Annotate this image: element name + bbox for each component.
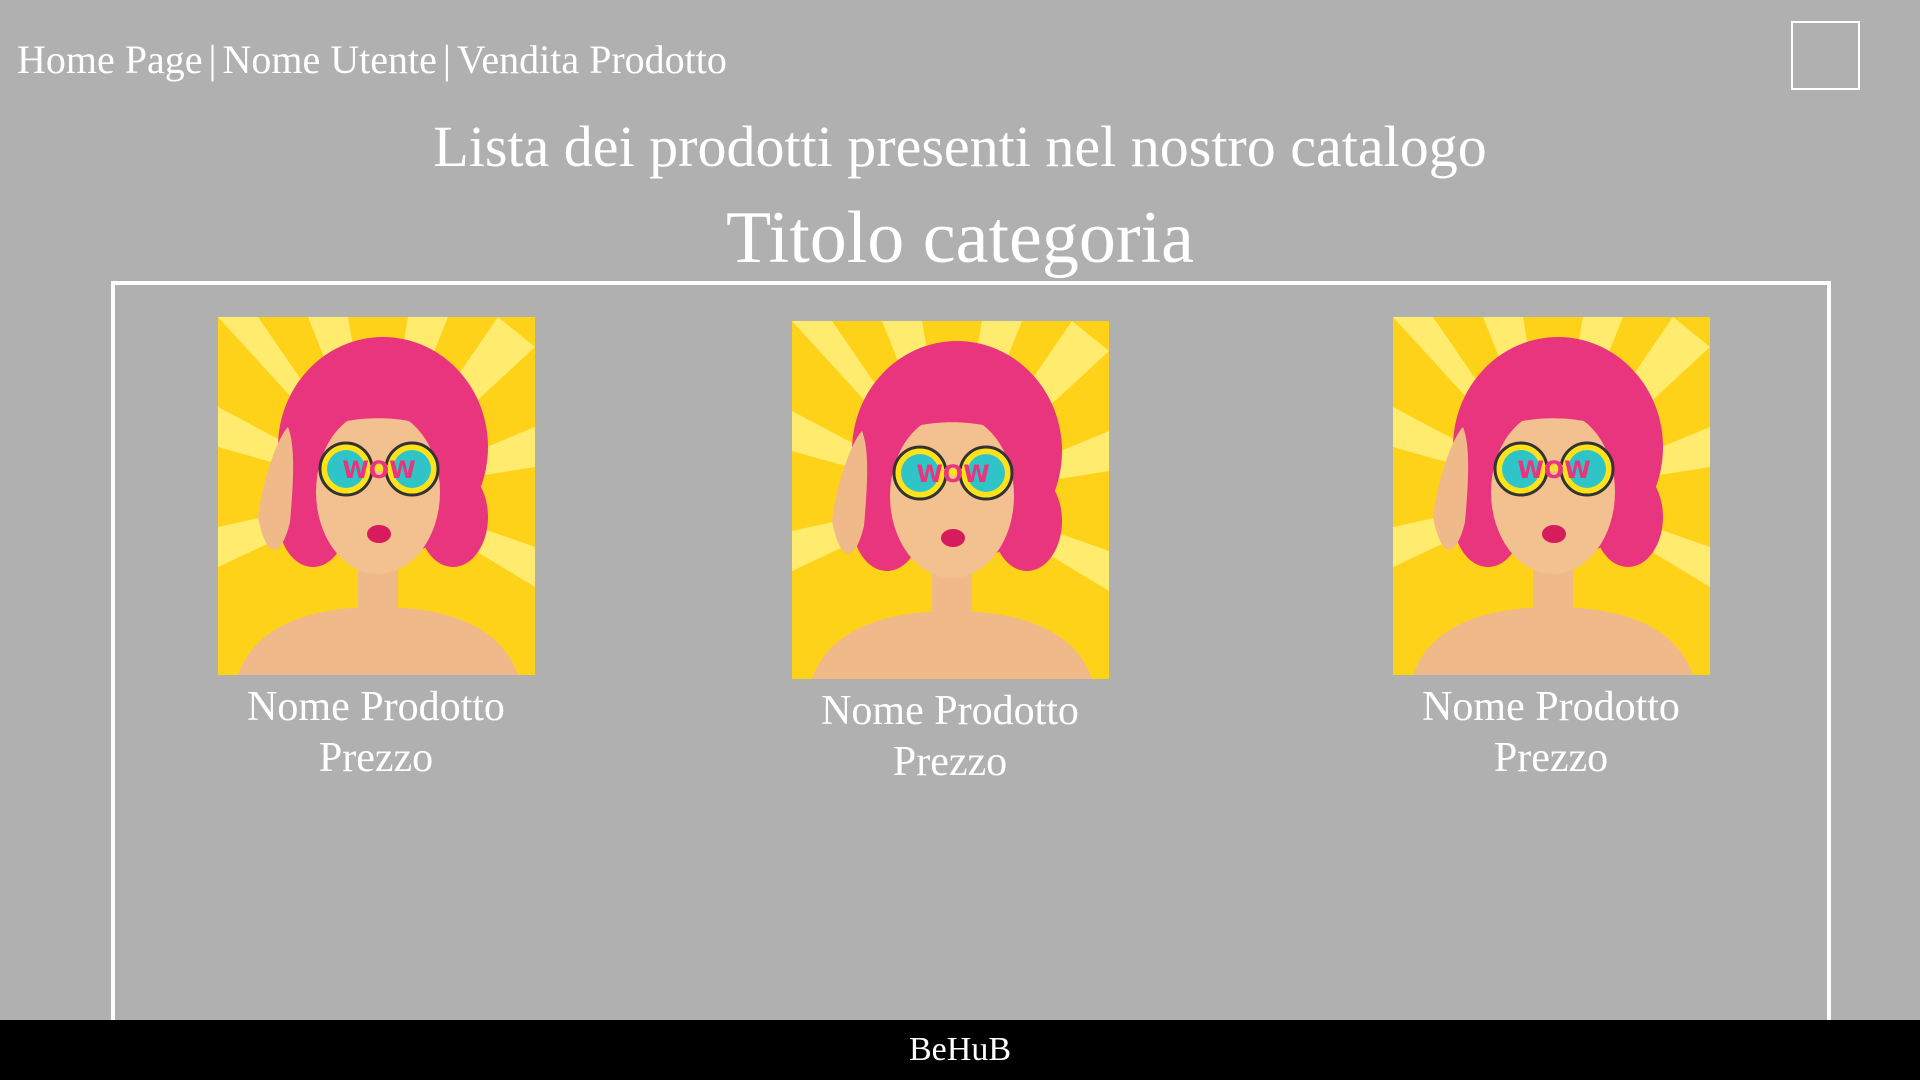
product-price: Prezzo: [318, 735, 434, 781]
image-caption: WOW: [915, 460, 990, 488]
footer: [0, 1020, 1920, 1080]
nav-separator: |: [208, 37, 217, 82]
product-name[interactable]: Nome Prodotto: [821, 688, 1079, 734]
page-subtitle: Lista dei prodotti presenti nel nostro catalogo: [433, 114, 1487, 179]
nav-separator: |: [442, 37, 451, 82]
product-card-3[interactable]: [1371, 317, 1731, 783]
image-caption: WOW: [341, 456, 416, 484]
product-name[interactable]: Nome Prodotto: [1422, 684, 1680, 730]
category-title: Titolo categoria: [726, 197, 1194, 279]
menu-button[interactable]: [1791, 21, 1860, 90]
product-card-1[interactable]: [196, 317, 556, 783]
footer-brand: BeHuB: [909, 1031, 1011, 1068]
nav-home-link[interactable]: Home Page: [17, 37, 203, 82]
product-image[interactable]: [792, 321, 1109, 679]
nav-sell-link[interactable]: Vendita Prodotto: [456, 37, 727, 82]
nav-user-link[interactable]: Nome Utente: [222, 37, 437, 82]
image-caption: WOW: [1516, 456, 1591, 484]
product-image[interactable]: [218, 317, 535, 675]
product-price: Prezzo: [892, 739, 1008, 785]
product-image[interactable]: [1393, 317, 1710, 675]
product-card-2[interactable]: [770, 321, 1130, 787]
product-name[interactable]: Nome Prodotto: [247, 684, 505, 730]
product-price: Prezzo: [1493, 735, 1609, 781]
top-navigation: [17, 36, 727, 84]
